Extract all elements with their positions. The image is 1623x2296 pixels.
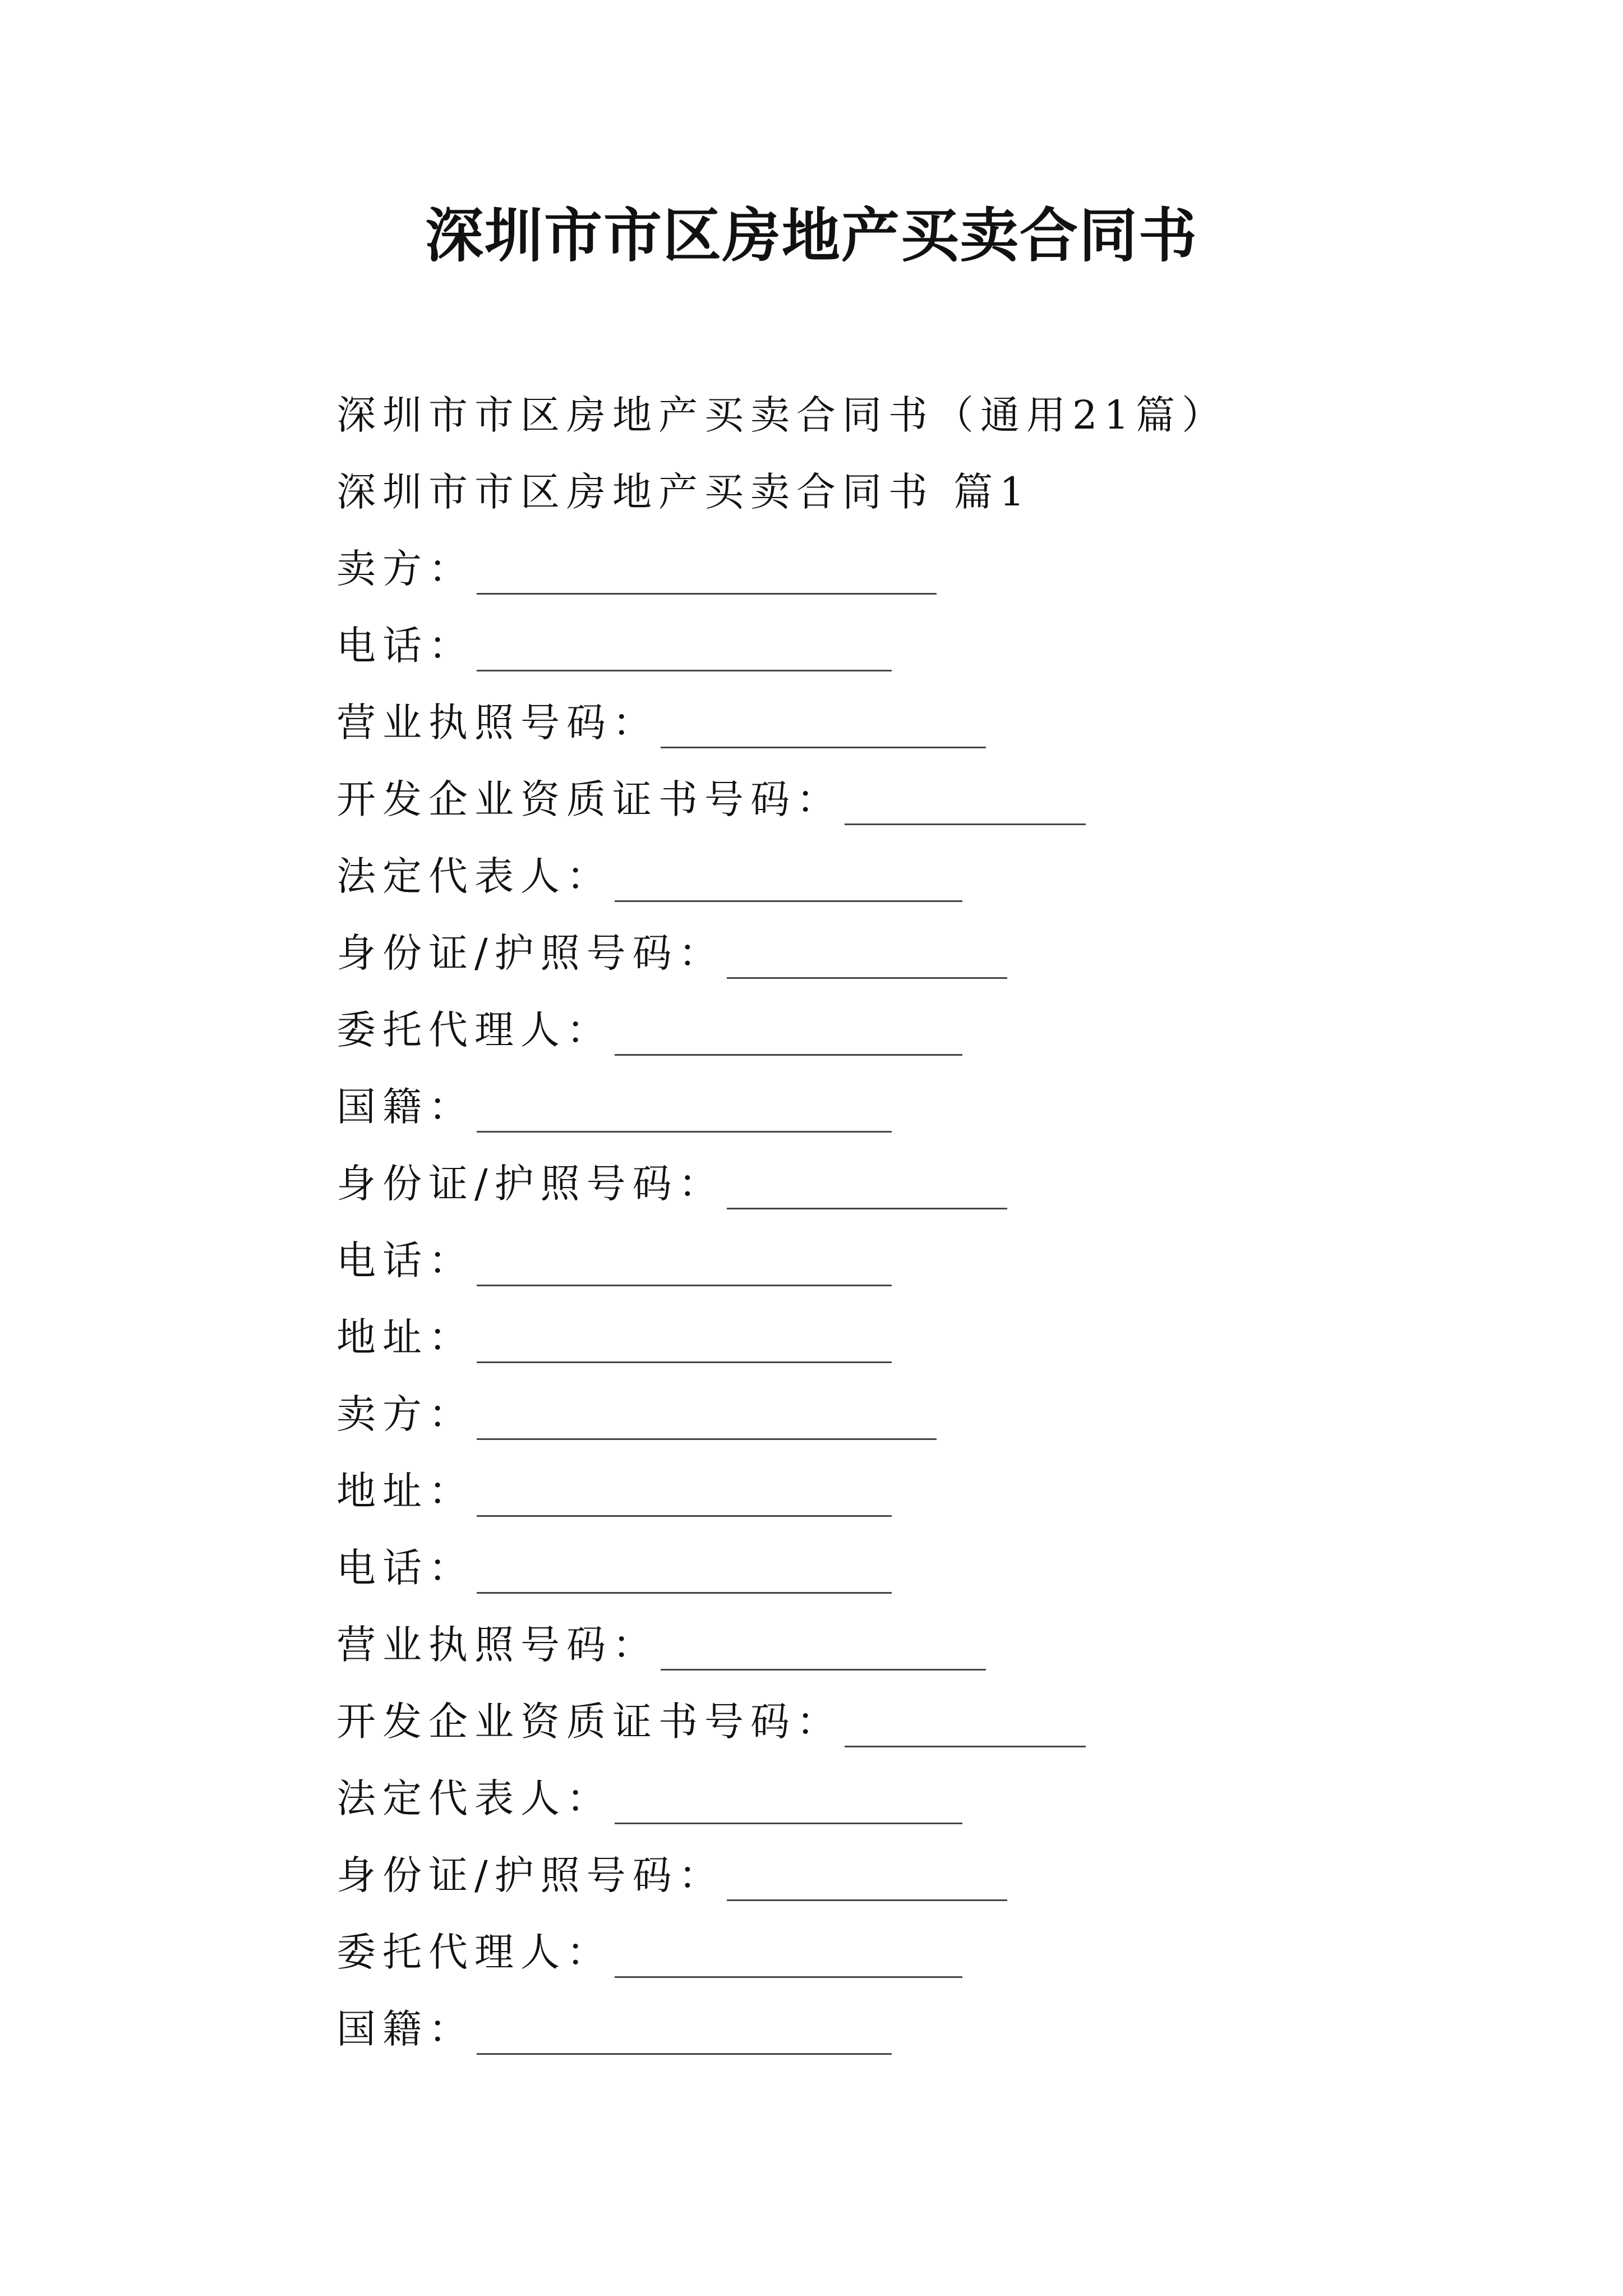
field-label: 开发企业资质证书号码： (336, 1699, 842, 1745)
field-id-passport (336, 919, 1007, 987)
blank-line (661, 713, 986, 748)
field-label: 地址： (336, 1314, 474, 1360)
blank-line (477, 559, 937, 595)
blank-line (477, 1328, 892, 1363)
field-label: 电话： (336, 1237, 474, 1283)
field-label: 卖方： (336, 1391, 474, 1437)
field-label: 电话： (336, 623, 474, 669)
blank-line (477, 1405, 937, 1440)
field-label: 电话： (336, 1545, 474, 1591)
field-label: 地址： (336, 1468, 474, 1514)
field-label: 委托代理人： (336, 1007, 612, 1053)
field-nationality (336, 1073, 892, 1140)
field-seller (336, 1381, 937, 1448)
field-developer-certificate (336, 1688, 1086, 1755)
field-label: 开发企业资质证书号码： (336, 776, 842, 822)
blank-line (727, 1174, 1007, 1209)
field-label: 委托代理人： (336, 1929, 612, 1975)
field-label: 法定代表人： (336, 1775, 612, 1821)
field-label: 营业执照号码： (336, 1622, 658, 1668)
field-phone (336, 1534, 892, 1602)
section-heading (336, 458, 1031, 526)
blank-line (615, 1943, 962, 1978)
field-nationality (336, 1995, 892, 2063)
field-label: 身份证/护照号码： (336, 1852, 725, 1898)
field-label: 营业执照号码： (336, 700, 658, 746)
document-subtitle (336, 381, 1228, 449)
blank-line (477, 1097, 892, 1133)
field-business-license (336, 689, 986, 756)
blank-line (845, 1712, 1086, 1747)
blank-line (477, 1251, 892, 1286)
subtitle-text: 深圳市市区房地产买卖合同书（通用21篇） (336, 392, 1228, 438)
blank-line (477, 636, 892, 671)
field-label: 卖方： (336, 546, 474, 592)
blank-line (727, 1866, 1007, 1901)
field-agent (336, 996, 962, 1064)
field-agent (336, 1918, 962, 1986)
blank-line (845, 790, 1086, 825)
field-legal-representative (336, 843, 962, 910)
blank-line (615, 1789, 962, 1824)
blank-line (477, 1558, 892, 1594)
blank-line (661, 1635, 986, 1671)
blank-line (727, 944, 1007, 979)
field-business-license (336, 1611, 986, 1678)
field-label: 国籍： (336, 2006, 474, 2052)
field-phone (336, 612, 892, 679)
blank-line (477, 2019, 892, 2055)
field-address (336, 1304, 892, 1371)
document-title: 深圳市市区房地产买卖合同书 (425, 201, 1198, 270)
section-heading-text: 深圳市市区房地产买卖合同书 篇1 (336, 469, 1031, 515)
field-developer-certificate (336, 766, 1086, 833)
field-label: 身份证/护照号码： (336, 930, 725, 976)
field-id-passport (336, 1842, 1007, 1909)
blank-line (477, 1481, 892, 1517)
field-address (336, 1457, 892, 1525)
field-seller (336, 535, 937, 602)
blank-line (615, 1020, 962, 1056)
field-phone (336, 1227, 892, 1294)
field-label: 法定代表人： (336, 853, 612, 899)
field-id-passport (336, 1150, 1007, 1217)
field-label: 国籍： (336, 1084, 474, 1130)
field-label: 身份证/护照号码： (336, 1161, 725, 1207)
field-legal-representative (336, 1765, 962, 1832)
blank-line (615, 867, 962, 902)
